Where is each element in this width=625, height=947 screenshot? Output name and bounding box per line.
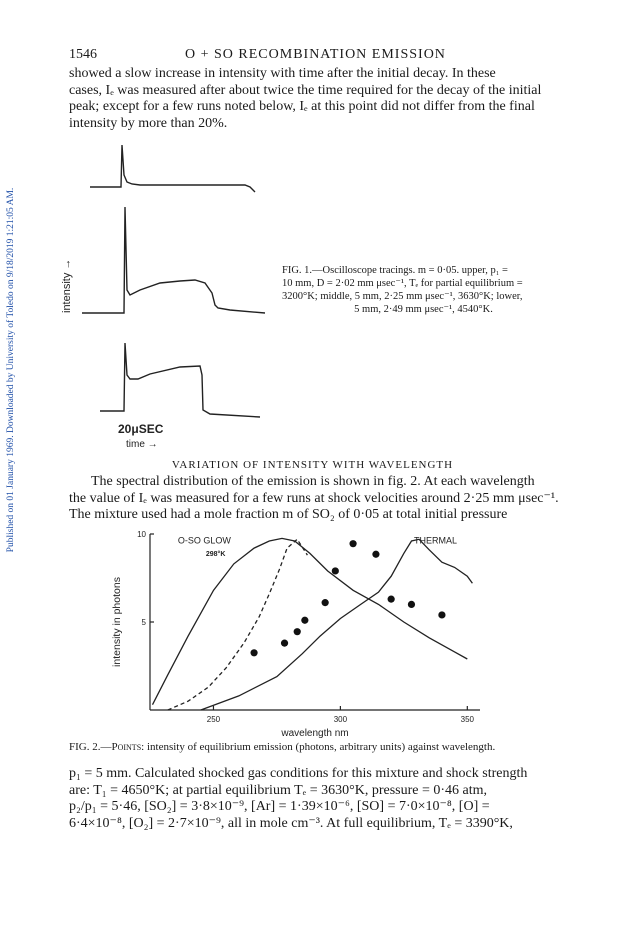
- data-point: [322, 599, 329, 606]
- text-line: The spectral distribution of the emission is shown in fig. 2. At each wavelength: [91, 474, 535, 489]
- text-line: the value of Iₑ was measured for a few runs at shock velocities around 2·25 mm μsec⁻¹.: [69, 490, 559, 506]
- section-heading: VARIATION OF INTENSITY WITH WAVELENGTH: [171, 459, 454, 471]
- data-point: [388, 596, 395, 603]
- page-number: 1546: [69, 47, 97, 62]
- middle-trace: [82, 207, 265, 313]
- data-point: [281, 640, 288, 647]
- data-point: [349, 540, 356, 547]
- temperature-annotation: 298°K: [205, 551, 226, 558]
- fig1-scale-label: 20μSEC: [118, 422, 164, 436]
- data-point: [250, 649, 257, 656]
- caption-line: FIG. 1.—Oscilloscope tracings. m = 0·05. upper, p₁ =: [282, 265, 508, 276]
- lower-trace: [100, 343, 260, 417]
- series-line-2: [168, 539, 308, 710]
- caption-text: intensity of equilibrium emission (photons, arbitrary units) against wavelength.: [144, 741, 496, 753]
- y-axis-label: intensity in photons: [111, 577, 123, 667]
- caption-line: 3200°K; middle, 5 mm, 2·25 mm μsec⁻¹, 3630°K; lower,: [282, 291, 523, 302]
- text-line: cases, Iₑ was measured after about twice the time required for the decay of the initial: [69, 82, 542, 98]
- paragraph-3: [69, 766, 559, 832]
- text-line: p₁ = 5 mm. Calculated shocked gas conditions for this mixture and shock strength: [69, 766, 528, 781]
- data-point: [332, 567, 339, 574]
- x-tick-label: 300: [333, 715, 348, 724]
- fig1-y-label: intensity →: [61, 258, 73, 313]
- data-point: [408, 601, 415, 608]
- series-line-3: [201, 539, 473, 710]
- text-line: intensity by more than 20%.: [69, 115, 228, 131]
- running-title: O + SO RECOMBINATION EMISSION: [185, 47, 446, 62]
- text-line: p₂/p₁ = 5·46, [SO₂] = 3·8×10⁻⁹, [Ar] = 1·39×10⁻⁶, [SO] = 7·0×10⁻⁸, [O] =: [69, 799, 490, 814]
- download-watermark: [4, 170, 18, 570]
- text-line: showed a slow increase in intensity with time after the initial decay. In these: [69, 66, 496, 81]
- data-point: [438, 611, 445, 618]
- text-line: The mixture used had a mole fraction m of SO₂ of 0·05 at total initial pressure: [69, 507, 508, 522]
- caption-label: FIG. 2.—Points:: [69, 741, 145, 753]
- paragraph-2: [69, 474, 559, 524]
- figure-2-caption: [69, 741, 569, 753]
- caption-line: 5 mm, 2·49 mm μsec⁻¹, 4540°K.: [354, 304, 493, 315]
- figure-2-chart: [60, 520, 500, 740]
- text-line: 6·4×10⁻⁸, [O₂] = 2·7×10⁻⁹, all in mole cm⁻³. At full equilibrium, Tₑ = 3390°K,: [69, 815, 513, 831]
- y-tick-label: 5: [141, 618, 146, 627]
- data-point: [301, 617, 308, 624]
- fig1-x-label: time →: [126, 439, 158, 450]
- figure-1-caption: [282, 264, 565, 316]
- text-line: are: T₁ = 4650°K; at partial equilibrium Tₑ = 3630°K, pressure = 0·46 atm,: [69, 782, 488, 798]
- text-line: peak; except for a few runs noted below, Iₑ at this point did not differ from the final: [69, 99, 535, 114]
- data-point: [372, 551, 379, 558]
- data-point: [294, 628, 301, 635]
- x-axis-label: wavelength nm: [281, 728, 349, 739]
- paragraph-1: [69, 66, 559, 132]
- figure-1-oscilloscope: [60, 135, 280, 455]
- x-tick-label: 250: [206, 715, 221, 724]
- series-line-1: [153, 535, 468, 704]
- thermal-annotation: THERMAL: [414, 535, 458, 546]
- y-tick-label: 10: [137, 530, 146, 539]
- upper-trace: [90, 145, 255, 192]
- caption-line: 10 mm, D = 2·02 mm μsec⁻¹, Tₑ for partial equilibrium =: [282, 278, 523, 289]
- x-tick-label: 350: [460, 715, 474, 724]
- watermark-text: Published on 01 January 1969. Downloaded by University of Toledo on 9/18/2019 1:21:05 AM.: [6, 187, 16, 553]
- glow-annotation: O-SO GLOW: [177, 535, 231, 546]
